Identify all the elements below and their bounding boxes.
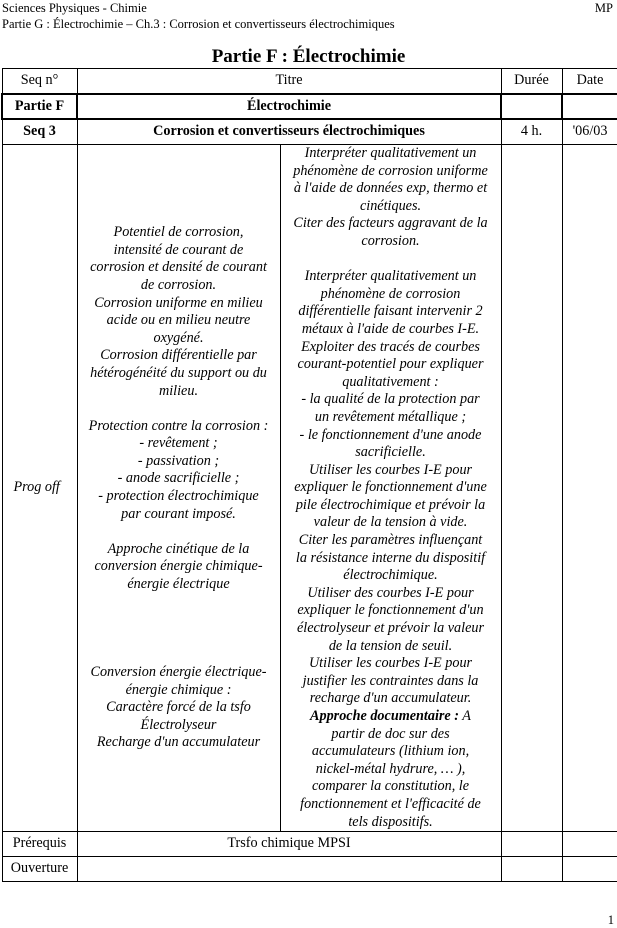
capacite-line: Interpréter qualitativement un <box>304 268 477 285</box>
ouverture-value <box>77 857 501 882</box>
prerequis-label: Prérequis <box>2 832 77 857</box>
notion-line <box>81 629 277 647</box>
seq-date: '06/03 <box>562 119 617 145</box>
prerequis-value: Trsfo chimique MPSI <box>77 832 501 857</box>
capacite-line: un revêtement métallique ; <box>314 408 467 425</box>
header-subject: Sciences Physiques - Chimie <box>2 1 147 15</box>
notion-line: conversion énergie chimique- <box>94 558 263 575</box>
program-table <box>1 68 617 882</box>
prog-label: Prog off <box>2 145 77 832</box>
notion-line: Recharge d'un accumulateur <box>96 734 261 751</box>
capacites-list <box>284 145 498 708</box>
partie-row <box>2 94 617 119</box>
notion-line: Corrosion différentielle par <box>100 347 257 364</box>
approche-line: tels dispositifs. <box>348 813 433 830</box>
partie-label: Partie F <box>2 94 77 119</box>
approche-line: partir de doc sur des <box>331 725 450 742</box>
ouverture-duree <box>501 857 562 882</box>
prog-notions <box>77 145 280 832</box>
prerequis-row <box>2 832 617 857</box>
notion-line <box>81 594 277 612</box>
seq-label: Seq 3 <box>2 119 77 145</box>
notion-line: corrosion et densité de courant <box>90 259 267 276</box>
seq-row <box>2 119 617 145</box>
header-date: Date <box>562 69 617 95</box>
notion-line: hétérogénéité du support ou du <box>90 364 267 381</box>
ouverture-row <box>2 857 617 882</box>
notion-line: intensité de courant de <box>113 241 244 258</box>
notion-line: - anode sacrificielle ; <box>117 470 240 487</box>
notion-line: acide ou en milieu neutre <box>106 312 251 329</box>
notion-line <box>81 646 277 664</box>
capacite-line: différentielle faisant intervenir 2 <box>298 303 483 320</box>
capacite-line: électrochimique. <box>343 567 438 584</box>
page-title: Partie F : Électrochimie <box>211 46 406 67</box>
approche-line: nickel-métal hydrure, … ), <box>315 760 466 777</box>
notion-line: Protection contre la corrosion : <box>88 417 269 434</box>
notion-line: par courant imposé. <box>121 505 236 522</box>
notion-line: Potentiel de corrosion, <box>113 224 244 241</box>
notion-line: de corrosion. <box>140 276 217 293</box>
capacite-line: expliquer le fonctionnement d'un <box>297 602 484 619</box>
seq-titre: Corrosion et convertisseurs électrochimiques <box>77 119 501 145</box>
capacite-line: Utiliser les courbes I-E pour <box>308 461 473 478</box>
capacite-line: - la qualité de la protection par <box>301 391 480 408</box>
prog-date <box>562 145 617 832</box>
approche-bold: Approche documentaire : <box>310 708 459 724</box>
capacite-line: courant-potentiel pour expliquer <box>297 356 484 373</box>
notions-list <box>81 224 277 752</box>
capacite-line: Citer des facteurs aggravant de la <box>293 215 488 232</box>
capacite-line: justifier les contraintes dans la <box>302 672 479 689</box>
notion-line <box>81 400 277 418</box>
capacite-line: corrosion. <box>361 232 420 249</box>
prog-capacites <box>280 145 501 832</box>
approche-line: comparer la constitution, le <box>311 778 470 795</box>
notion-line: milieu. <box>158 382 198 399</box>
capacite-line: recharge d'un accumulateur. <box>309 690 472 707</box>
prerequis-duree <box>501 832 562 857</box>
header-class: MP <box>594 1 613 15</box>
prerequis-date <box>562 832 617 857</box>
capacite-line: cinétiques. <box>359 197 422 214</box>
partie-titre: Électrochimie <box>77 94 501 119</box>
capacite-line: qualitativement : <box>342 373 439 390</box>
notion-line: Caractère forcé de la tsfo <box>106 699 251 716</box>
approche-first-line <box>284 708 498 726</box>
header-chapter: Partie G : Électrochimie – Ch.3 : Corrosion et convertisseurs électrochimiques <box>2 17 395 31</box>
notion-line: Conversion énergie électrique- <box>90 664 267 681</box>
capacite-line: valeur de la tension à vide. <box>313 514 468 531</box>
notion-line: oxygéné. <box>153 329 204 346</box>
prog-duree <box>501 145 562 832</box>
capacite-line: phénomène de corrosion uniforme <box>293 162 488 179</box>
notion-line: Corrosion uniforme en milieu <box>94 294 263 311</box>
capacite-line: métaux à l'aide de courbes I-E. <box>301 320 480 337</box>
capacite-line: à l'aide de données exp, thermo et <box>293 180 488 197</box>
approche-list <box>284 726 498 832</box>
header-titre: Titre <box>77 69 501 95</box>
capacite-line: expliquer le fonctionnement d'une <box>294 479 487 496</box>
capacite-line: électrolyseur et prévoir la valeur <box>297 620 485 637</box>
notion-line <box>81 523 277 541</box>
notion-line: Approche cinétique de la <box>107 540 250 557</box>
page-header-left <box>2 0 395 32</box>
prog-row <box>2 145 617 832</box>
capacite-line: la résistance interne du dispositif <box>295 549 486 566</box>
notion-line: - revêtement ; <box>139 435 218 452</box>
capacite-line: Exploiter des tracés de courbes <box>301 338 480 355</box>
header-duree: Durée <box>501 69 562 95</box>
capacite-line: phénomène de corrosion <box>320 285 461 302</box>
notion-line: énergie chimique : <box>125 681 232 698</box>
approche-line: fonctionnement et l'efficacité de <box>300 795 481 812</box>
capacite-line: Utiliser des courbes I-E pour <box>307 584 474 601</box>
notion-line: - protection électrochimique <box>98 488 259 505</box>
page-number: 1 <box>607 913 614 927</box>
capacite-line: Interpréter qualitativement un <box>304 145 477 161</box>
capacite-line: Citer les paramètres influençant <box>298 532 483 549</box>
header-seq: Seq n° <box>2 69 77 95</box>
notion-line <box>81 611 277 629</box>
seq-duree: 4 h. <box>501 119 562 145</box>
capacite-line: - le fonctionnement d'une anode <box>299 426 482 443</box>
notion-line: - passivation ; <box>137 452 220 469</box>
ouverture-label: Ouverture <box>2 857 77 882</box>
partie-duree <box>501 94 562 119</box>
capacite-line: sacrificielle. <box>355 444 426 461</box>
notion-line: Électrolyseur <box>140 716 217 733</box>
capacite-line: Utiliser les courbes I-E pour <box>308 655 473 672</box>
table-header-row <box>2 69 617 95</box>
notion-line: énergie électrique <box>127 576 230 593</box>
approche-first-rest: A <box>459 708 471 724</box>
partie-date <box>562 94 617 119</box>
ouverture-date <box>562 857 617 882</box>
approche-line: accumulateurs (lithium ion, <box>311 743 470 760</box>
capacite-line <box>284 251 498 269</box>
capacite-line: pile électrochimique et prévoir la <box>295 496 486 513</box>
capacite-line: de la tension de seuil. <box>328 637 453 654</box>
